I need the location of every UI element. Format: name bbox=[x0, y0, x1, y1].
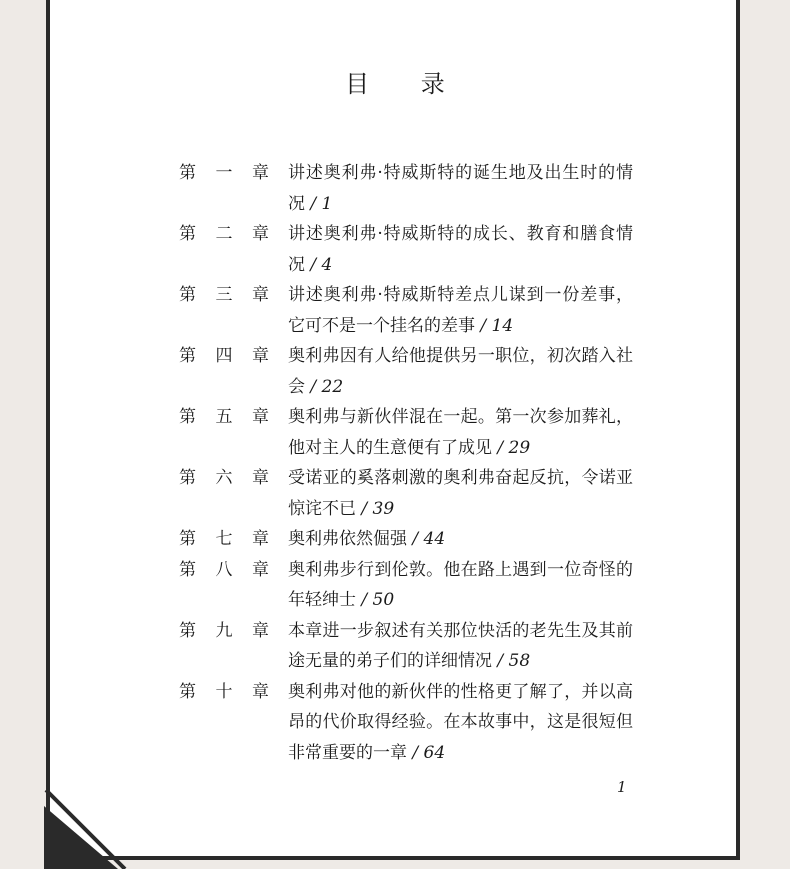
chapter-number: 一 bbox=[215, 163, 233, 183]
chapter-prefix: 第 bbox=[179, 559, 196, 580]
chapter-label bbox=[179, 555, 269, 586]
chapter-label bbox=[179, 463, 269, 494]
chapter-number: 三 bbox=[215, 285, 233, 305]
page-number: / 4 bbox=[310, 254, 333, 275]
chapter-title bbox=[288, 677, 633, 769]
chapter-label bbox=[179, 524, 269, 555]
chapter-label bbox=[179, 341, 269, 372]
chapter-label bbox=[179, 677, 269, 708]
toc-entry-3[interactable] bbox=[0, 280, 790, 341]
chapter-suffix: 章 bbox=[252, 163, 269, 183]
chapter-prefix: 第 bbox=[179, 407, 196, 427]
toc-entry-1[interactable] bbox=[0, 158, 790, 219]
toc-entry-2[interactable] bbox=[0, 219, 790, 280]
chapter-title-text: 奥利弗步行到伦敦。他在路上遇到一位奇怪的年轻绅士 bbox=[288, 559, 633, 610]
chapter-number: 十 bbox=[215, 681, 233, 702]
chapter-title bbox=[288, 402, 633, 463]
page-number: / 14 bbox=[480, 315, 514, 336]
toc-entry-9[interactable] bbox=[0, 616, 790, 677]
chapter-title-text: 讲述奥利弗·特威斯特的诞生地及出生时的情况 bbox=[288, 163, 633, 214]
chapter-number: 七 bbox=[215, 529, 233, 549]
chapter-label bbox=[179, 402, 269, 433]
chapter-title bbox=[288, 341, 633, 402]
chapter-title-text: 讲述奥利弗·特威斯特的成长、教育和膳食情况 bbox=[288, 224, 633, 275]
chapter-prefix: 第 bbox=[179, 620, 196, 641]
chapter-prefix: 第 bbox=[179, 224, 196, 244]
page-number: / 58 bbox=[497, 651, 531, 671]
page-folio-number: 1 bbox=[617, 778, 627, 796]
chapter-title bbox=[288, 616, 633, 677]
page-number: / 39 bbox=[361, 498, 395, 519]
chapter-title-text: 奥利弗对他的新伙伴的性格更了解了，并以高昂的代价取得经验。在本故事中，这是很短但非常重要的一章 bbox=[288, 681, 633, 763]
chapter-title-text: 奥利弗因有人给他提供另一职位，初次踏入社会 bbox=[288, 346, 633, 397]
chapter-title bbox=[288, 555, 633, 616]
chapter-number: 二 bbox=[215, 224, 233, 244]
chapter-prefix: 第 bbox=[179, 681, 196, 702]
chapter-prefix: 第 bbox=[179, 285, 196, 305]
chapter-number: 五 bbox=[215, 407, 233, 427]
page-number: / 50 bbox=[361, 590, 395, 610]
chapter-label bbox=[179, 616, 269, 647]
table-of-contents bbox=[0, 158, 790, 768]
chapter-title-text: 奥利弗与新伙伴混在一起。第一次参加葬礼，他对主人的生意便有了成见 bbox=[288, 407, 633, 458]
chapter-label bbox=[179, 219, 269, 250]
page-number: / 1 bbox=[310, 193, 333, 214]
chapter-title bbox=[288, 280, 633, 341]
toc-entry-6[interactable] bbox=[0, 463, 790, 524]
page-number: / 44 bbox=[412, 529, 446, 549]
chapter-title-text: 受诺亚的奚落刺激的奥利弗奋起反抗，令诺亚惊诧不已 bbox=[288, 468, 633, 519]
toc-entry-8[interactable] bbox=[0, 555, 790, 616]
chapter-title-text: 讲述奥利弗·特威斯特差点儿谋到一份差事，它可不是一个挂名的差事 bbox=[288, 285, 633, 336]
chapter-suffix: 章 bbox=[252, 346, 269, 366]
chapter-suffix: 章 bbox=[252, 681, 269, 702]
chapter-suffix: 章 bbox=[252, 468, 269, 488]
page-number: / 29 bbox=[497, 437, 531, 458]
page-number: / 22 bbox=[310, 376, 344, 397]
chapter-label bbox=[179, 158, 269, 189]
chapter-number: 六 bbox=[215, 468, 233, 488]
chapter-title bbox=[288, 158, 633, 219]
chapter-suffix: 章 bbox=[252, 407, 269, 427]
chapter-number: 八 bbox=[215, 559, 233, 580]
toc-entry-10[interactable] bbox=[0, 677, 790, 769]
chapter-suffix: 章 bbox=[252, 529, 269, 549]
toc-entry-4[interactable] bbox=[0, 341, 790, 402]
chapter-suffix: 章 bbox=[252, 559, 269, 580]
chapter-label bbox=[179, 280, 269, 311]
toc-entry-7[interactable] bbox=[0, 524, 790, 555]
chapter-title bbox=[288, 463, 633, 524]
toc-title: 目 录 bbox=[345, 70, 467, 98]
chapter-prefix: 第 bbox=[179, 163, 196, 183]
chapter-title-text: 本章进一步叙述有关那位快活的老先生及其前途无量的弟子们的详细情况 bbox=[288, 620, 633, 671]
chapter-suffix: 章 bbox=[252, 224, 269, 244]
chapter-title bbox=[288, 524, 633, 555]
chapter-prefix: 第 bbox=[179, 529, 196, 549]
chapter-title-text: 奥利弗依然倔强 bbox=[288, 529, 407, 549]
chapter-number: 四 bbox=[215, 346, 233, 366]
toc-entry-5[interactable] bbox=[0, 402, 790, 463]
chapter-suffix: 章 bbox=[252, 620, 269, 641]
chapter-title bbox=[288, 219, 633, 280]
chapter-number: 九 bbox=[215, 620, 233, 641]
page-number: / 64 bbox=[412, 742, 446, 763]
chapter-prefix: 第 bbox=[179, 468, 196, 488]
chapter-suffix: 章 bbox=[252, 285, 269, 305]
chapter-prefix: 第 bbox=[179, 346, 196, 366]
